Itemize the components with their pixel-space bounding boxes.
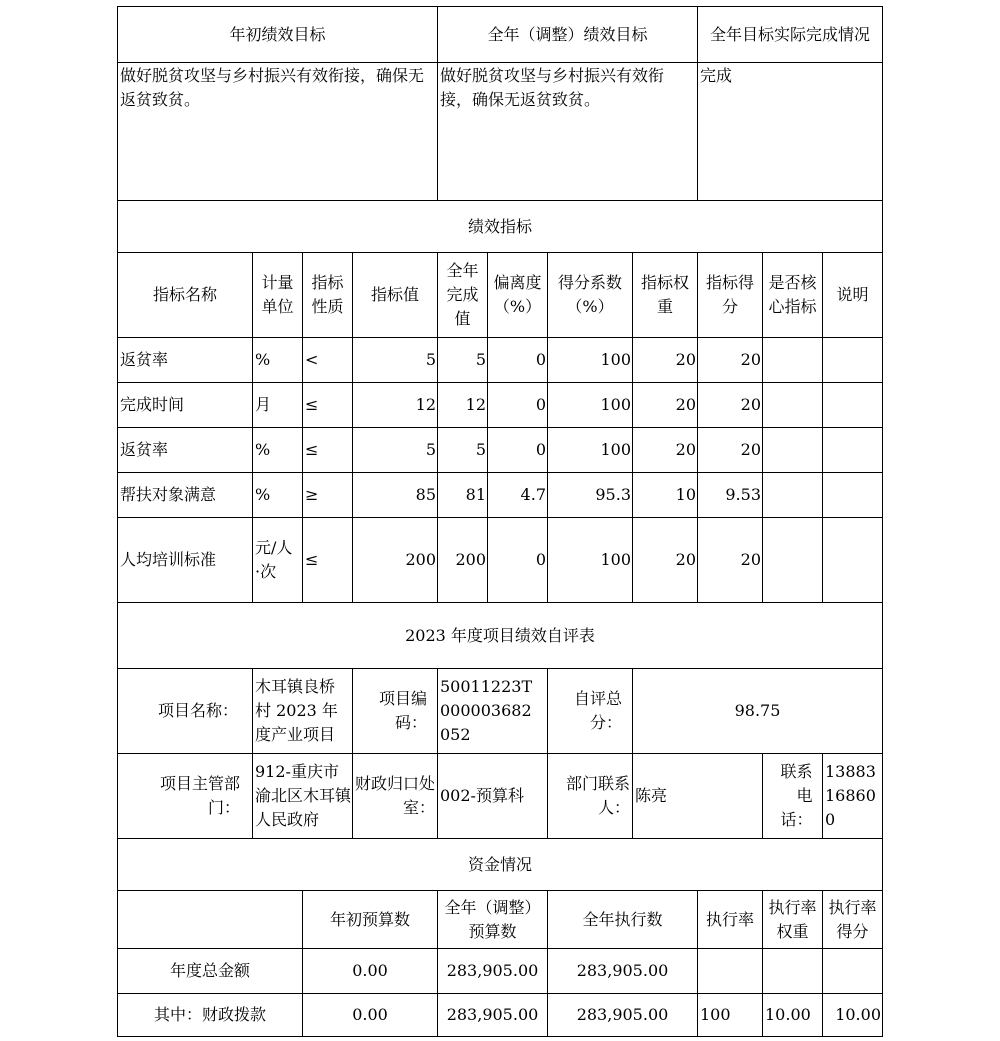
ind-header-coef: 得分系数（%） xyxy=(547,252,633,338)
ind-row1-nature: < xyxy=(302,337,353,383)
goal-actual-header: 全年目标实际完成情况 xyxy=(697,6,883,63)
project-office-value: 002-预算科 xyxy=(437,753,548,839)
ind-row3-note xyxy=(822,427,883,473)
project-score-label: 自评总分： xyxy=(547,668,633,754)
ind-row2-completed: 12 xyxy=(437,382,488,428)
funds-header-adjusted: 全年（调整）预算数 xyxy=(437,890,548,949)
funds-row2-rate-score: 10.00 xyxy=(822,993,883,1037)
funds-row1-initial: 0.00 xyxy=(302,948,438,994)
ind-row5-deviation: 0 xyxy=(487,517,548,603)
project-contact-label: 部门联系人： xyxy=(547,753,633,839)
funds-header-initial: 年初预算数 xyxy=(302,890,438,949)
funds-row1-label: 年度总金额 xyxy=(117,948,303,994)
ind-row3-completed: 5 xyxy=(437,427,488,473)
ind-row2-weight: 20 xyxy=(632,382,698,428)
funds-header-executed: 全年执行数 xyxy=(547,890,698,949)
goal-actual-text: 完成 xyxy=(697,62,883,201)
ind-row2-nature: ≤ xyxy=(302,382,353,428)
project-name-value: 木耳镇良桥村 2023 年度产业项目 xyxy=(252,668,353,754)
funds-row1-adjusted: 283,905.00 xyxy=(437,948,548,994)
ind-row5-unit: 元/人·次 xyxy=(252,517,303,603)
ind-row5-nature: ≤ xyxy=(302,517,353,603)
performance-sheet xyxy=(117,6,883,1037)
funds-row2-initial: 0.00 xyxy=(302,993,438,1037)
ind-header-nature: 指标性质 xyxy=(302,252,353,338)
project-name-label: 项目名称： xyxy=(117,668,253,754)
ind-row3-target: 5 xyxy=(352,427,438,473)
ind-row3-core xyxy=(762,427,823,473)
ind-row3-name: 返贫率 xyxy=(117,427,253,473)
funds-header-rate: 执行率 xyxy=(697,890,763,949)
ind-row4-score: 9.53 xyxy=(697,472,763,518)
project-contact-value: 陈亮 xyxy=(632,753,763,839)
ind-row1-name: 返贫率 xyxy=(117,337,253,383)
funds-section-title: 资金情况 xyxy=(117,838,883,891)
ind-row2-core xyxy=(762,382,823,428)
ind-row5-completed: 200 xyxy=(437,517,488,603)
ind-header-weight: 指标权重 xyxy=(632,252,698,338)
funds-row2-label: 其中：财政拨款 xyxy=(117,993,303,1037)
ind-row1-completed: 5 xyxy=(437,337,488,383)
ind-row4-weight: 10 xyxy=(632,472,698,518)
ind-row3-nature: ≤ xyxy=(302,427,353,473)
ind-row4-completed: 81 xyxy=(437,472,488,518)
ind-header-target: 指标值 xyxy=(352,252,438,338)
funds-row1-executed: 283,905.00 xyxy=(547,948,698,994)
ind-row5-weight: 20 xyxy=(632,517,698,603)
ind-row4-target: 85 xyxy=(352,472,438,518)
ind-row1-deviation: 0 xyxy=(487,337,548,383)
ind-header-note: 说明 xyxy=(822,252,883,338)
funds-row2-executed: 283,905.00 xyxy=(547,993,698,1037)
funds-row1-rate xyxy=(697,948,763,994)
project-code-label: 项目编码： xyxy=(352,668,438,754)
ind-row5-coef: 100 xyxy=(547,517,633,603)
indicators-section-title: 绩效指标 xyxy=(117,200,883,253)
ind-row1-weight: 20 xyxy=(632,337,698,383)
ind-row5-name: 人均培训标准 xyxy=(117,517,253,603)
ind-row1-target: 5 xyxy=(352,337,438,383)
ind-row2-unit: 月 xyxy=(252,382,303,428)
ind-row2-name: 完成时间 xyxy=(117,382,253,428)
project-code-value: 50011223T000003682052 xyxy=(437,668,548,754)
project-title: 2023 年度项目绩效自评表 xyxy=(117,602,883,669)
ind-header-completed: 全年完成值 xyxy=(437,252,488,338)
funds-row2-rate: 100 xyxy=(697,993,763,1037)
ind-row1-note xyxy=(822,337,883,383)
ind-row4-unit: % xyxy=(252,472,303,518)
ind-row3-score: 20 xyxy=(697,427,763,473)
goal-initial-header: 年初绩效目标 xyxy=(117,6,438,63)
project-dept-label: 项目主管部门： xyxy=(117,753,253,839)
ind-row4-coef: 95.3 xyxy=(547,472,633,518)
ind-row5-note xyxy=(822,517,883,603)
ind-header-name: 指标名称 xyxy=(117,252,253,338)
ind-row4-nature: ≥ xyxy=(302,472,353,518)
goal-initial-text: 做好脱贫攻坚与乡村振兴有效衔接，确保无返贫致贫。 xyxy=(117,62,438,201)
ind-row5-target: 200 xyxy=(352,517,438,603)
project-score-value: 98.75 xyxy=(632,668,883,754)
ind-row5-score: 20 xyxy=(697,517,763,603)
ind-row1-score: 20 xyxy=(697,337,763,383)
project-dept-value: 912-重庆市渝北区木耳镇人民政府 xyxy=(252,753,353,839)
ind-row3-weight: 20 xyxy=(632,427,698,473)
project-phone-value: 13883168600 xyxy=(822,753,883,839)
ind-row4-deviation: 4.7 xyxy=(487,472,548,518)
ind-row3-unit: % xyxy=(252,427,303,473)
ind-header-deviation: 偏离度（%） xyxy=(487,252,548,338)
project-office-label: 财政归口处室： xyxy=(352,753,438,839)
ind-row4-core xyxy=(762,472,823,518)
ind-row3-coef: 100 xyxy=(547,427,633,473)
ind-header-unit: 计量单位 xyxy=(252,252,303,338)
funds-header-rate-weight: 执行率权重 xyxy=(762,890,823,949)
funds-row2-rate-weight: 10.00 xyxy=(762,993,823,1037)
ind-row1-unit: % xyxy=(252,337,303,383)
project-phone-label: 联系电话： xyxy=(762,753,823,839)
ind-row3-deviation: 0 xyxy=(487,427,548,473)
funds-row1-rate-weight xyxy=(762,948,823,994)
ind-row2-score: 20 xyxy=(697,382,763,428)
goal-adjusted-text: 做好脱贫攻坚与乡村振兴有效衔接，确保无返贫致贫。 xyxy=(437,62,698,201)
funds-row2-adjusted: 283,905.00 xyxy=(437,993,548,1037)
funds-header-rate-score: 执行率得分 xyxy=(822,890,883,949)
goal-adjusted-header: 全年（调整）绩效目标 xyxy=(437,6,698,63)
ind-row4-name: 帮扶对象满意 xyxy=(117,472,253,518)
ind-row1-core xyxy=(762,337,823,383)
ind-row2-coef: 100 xyxy=(547,382,633,428)
ind-row1-coef: 100 xyxy=(547,337,633,383)
ind-row2-deviation: 0 xyxy=(487,382,548,428)
ind-row2-note xyxy=(822,382,883,428)
funds-header-blank xyxy=(117,890,303,949)
ind-row5-core xyxy=(762,517,823,603)
ind-row2-target: 12 xyxy=(352,382,438,428)
ind-row4-note xyxy=(822,472,883,518)
ind-header-core: 是否核心指标 xyxy=(762,252,823,338)
ind-header-score: 指标得分 xyxy=(697,252,763,338)
funds-row1-rate-score xyxy=(822,948,883,994)
